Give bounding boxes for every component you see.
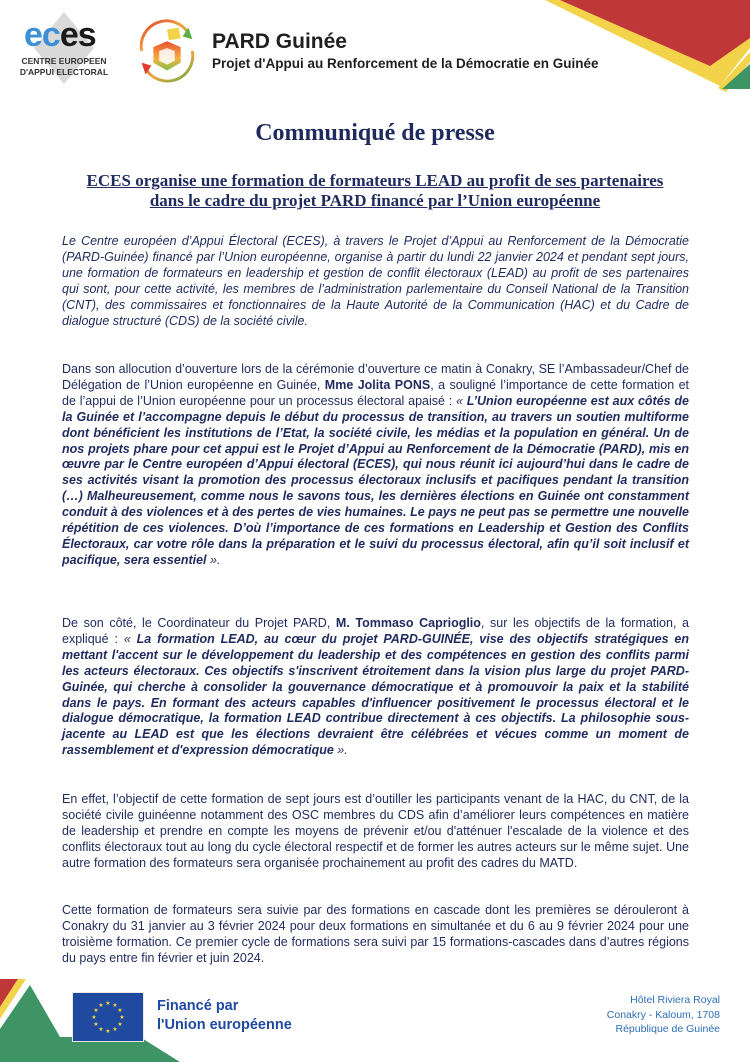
page-title: Communiqué de presse: [255, 120, 495, 146]
svg-text:★: ★: [105, 1028, 111, 1035]
paragraph-intro: Le Centre européen d’Appui Électoral (ECES), à travers le Projet d’Appui au Renforcement de la Démocratie (PARD-Guinée) financé par l’Union européenne, organise à partir du lundi 22 janvier 2024 et pendant sept jours, une formation de formateurs en leadership et gestion de conflit électoraux (LEAD) au profit de ses partenaires qui sont, pour cette activité, les membres de l’administration parlementaire du Conseil National de la Transition (CNT), des commissaires et fonctionnaires de la Haute Autorité de la Communication (HAC) et du Cadre de dialogue structuré (CDS) de la société civile.: [62, 234, 689, 328]
svg-text:★: ★: [91, 1014, 97, 1021]
eces-wordmark: eces: [24, 16, 96, 54]
ballot-box-recycle-icon: [128, 12, 206, 90]
eu-stars-icon: [73, 993, 143, 1041]
paragraph-cascade: Cette formation de formateurs sera suivie par des formations en cascade dont les premières se dérouleront à Conakry du 31 janvier au 3 février 2024 pour deux formations en simultanée et du 6 au 9 février 2024 pour une troisième formation. Ce premier cycle de formations sera suivi par 15 formations-cascades dans d’autres régions du pays entre fin février et juin 2024.: [62, 903, 689, 965]
eu-funding-label: Financé par l'Union européenne: [157, 998, 292, 1033]
paragraph-objective: En effet, l’objectif de cette formation de sept jours est d’outiller les participants venant de la HAC, du CNT, de la société civile guinéenne notamment des OSC membres du CDS afin d’améliorer leurs compétences en matière de leadership et prendre en compte les moyens de prévenir et/ou d'atténuer l'escalade de la violence et des conflits électoraux tout au long du cycle électoral respectif et de former les autres acteurs sur le même sujet. Une autre formation des formateurs sera organisée prochainement au profit des cadres du MATD.: [62, 792, 689, 870]
svg-text:★: ★: [112, 1002, 118, 1009]
page-header: [0, 0, 750, 110]
paragraph-ambassador-speech: Dans son allocution d’ouverture lors de la cérémonie d’ouverture ce matin à Conakry, SE l’Ambassadeur/Chef de Délégation de l’Union européenne en Guinée, Mme Jolita PONS, a souligné l’importance de cette formation et de l’appui de l’Union européenne pour un processus électoral apaisé : « L’Union européenne est aux côtés de la Guinée et l’accompagne depuis le début du processus de transition, au travers un soutien multiforme dont bénéficient les institutions de l’Etat, la société civile, les médias et la population en général. Un de nos projets phare pour cet appui est le Projet d’Appui au Renforcement de la Démocratie (PARD), mis en œuvre par le Centre européen d’Appui électoral (ECES), qui nous réunit ici aujourd’hui dans le cadre de ses activités visant la promotion des processus électoraux inclusifs et pacifiques pendant la transition (…) Malheureusement, comme nous le savons tous, les dernières élections en Guinée ont constamment conduit à des violences et à des pertes de vies humaines. Le pays ne peut pas se permettre une nouvelle répétition de ces violences. D’où l’importance de ces formations en Leadership et Gestion des Conflits Électoraux, car votre rôle dans la préparation et le suivi du processus électoral, afin qu’il soit inclusif et pacifique, sera essentiel ».: [62, 362, 690, 567]
pard-subtitle: Projet d'Appui au Renforcement de la Démocratie en Guinée: [212, 56, 599, 71]
eces-subtitle: CENTRE EUROPEEN D'APPUI ELECTORAL: [19, 56, 109, 77]
svg-text:★: ★: [93, 1007, 99, 1014]
svg-text:★: ★: [98, 1026, 104, 1033]
svg-text:★: ★: [119, 1014, 125, 1021]
svg-text:★: ★: [93, 1021, 99, 1028]
svg-text:★: ★: [117, 1007, 123, 1014]
speaker-name: M. Tommaso Caprioglio: [335, 616, 481, 630]
speaker-name: Mme Jolita PONS: [324, 377, 431, 392]
svg-text:★: ★: [98, 1002, 104, 1009]
eces-logo: [14, 12, 114, 84]
address-block: Hôtel Riviera Royal Conakry - Kaloum, 1708 République de Guinée: [606, 994, 720, 1035]
quote: L’Union européenne est aux côtés de la Guinée et l’accompagne depuis le début du processus de transition, au travers un soutien multiforme dont bénéficient les institutions de l’Etat, la société civile, les médias et la population en général. Un de nos projets phare pour cet appui est le Projet d’Appui au Renforcement de la Démocratie (PARD), mis en œuvre par le Centre européen d’Appui électoral (ECES), qui nous réunit ici aujourd’hui dans le cadre de ses activités visant la promotion des processus électoraux inclusifs et pacifiques pendant la transition (…) Malheureusement, comme nous le savons tous, les dernières élections en Guinée ont constamment conduit à des violences et à des pertes de vies humaines. Le pays ne peut pas se permettre une nouvelle répétition de ces violences. D’où l’importance de ces formations en Leadership et Gestion des Conflits Électoraux, car votre rôle dans la préparation et le suivi du processus électoral, afin qu’il soit inclusif et pacifique, sera essentiel: [62, 393, 689, 567]
pard-title: PARD Guinée: [212, 30, 347, 53]
svg-text:★: ★: [112, 1026, 118, 1033]
corner-decoration-top-right: [530, 0, 750, 95]
svg-text:★: ★: [117, 1021, 123, 1028]
paragraph-coordinator-speech: De son côté, le Coordinateur du Projet PARD, M. Tommaso Caprioglio, sur les objectifs de la formation, a expliqué : « La formation LEAD, au cœur du projet PARD-GUINÉE, vise des objectifs stratégiques en mettant l'accent sur le développement du leadership et des compétences en gestion des conflits parmi les acteurs électoraux. Ces objectifs s'inscrivent étroitement dans la vision plus large du projet PARD-Guinée, qui cherche à consolider la gouvernance démocratique et à promouvoir la paix et la stabilité dans le pays. En formant des acteurs capables d'influencer positivement le processus électoral et le dialogue démocratique, la formation LEAD contribue directement à ces objectifs. La philosophie sous-jacente au LEAD est que les élections devraient être célébrées et vécues comme un moment de rassemblement et d'expression démocratique ».: [62, 616, 690, 758]
svg-text:★: ★: [105, 1000, 111, 1007]
page-subtitle: ECES organise une formation de formateurs LEAD au profit de ses partenaires dans le cadre du projet PARD financé par l’Union européenne: [86, 171, 664, 210]
quote: La formation LEAD, au cœur du projet PARD-GUINÉE, vise des objectifs stratégiques en mettant l'accent sur le développement du leadership et des compétences en gestion des conflits parmi les acteurs électoraux. Ces objectifs s'inscrivent étroitement dans la vision plus large du projet PARD-Guinée, qui cherche à consolider la gouvernance démocratique et à promouvoir la paix et la stabilité dans le pays. En formant des acteurs capables d'influencer positivement le processus électoral et le dialogue démocratique, la formation LEAD contribue directement à ces objectifs. La philosophie sous-jacente au LEAD est que les élections devraient être célébrées et vécues comme un moment de rassemblement et d'expression démocratique: [62, 631, 690, 758]
eu-flag-icon: [72, 992, 144, 1042]
